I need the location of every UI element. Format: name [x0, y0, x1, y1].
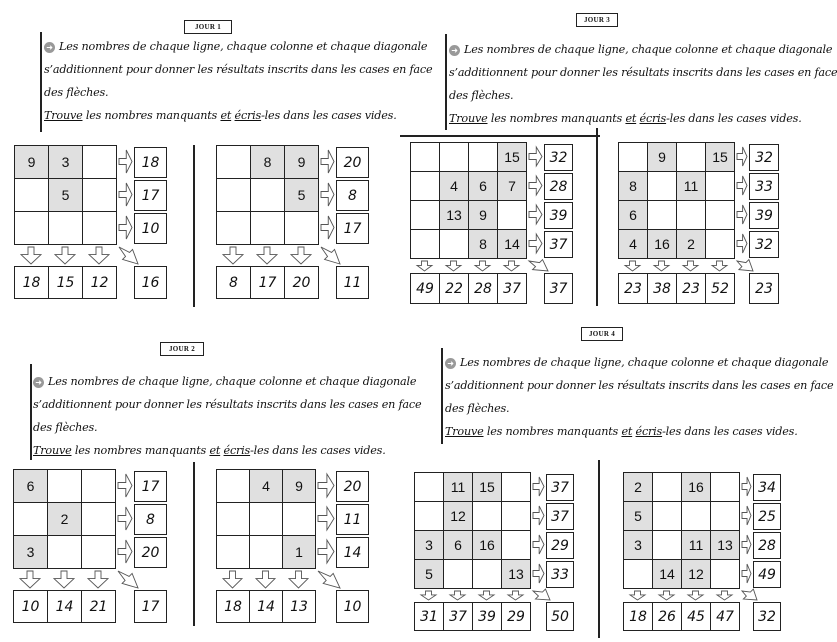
- column-sum-box: 29: [501, 602, 531, 631]
- grid-cell: 7: [497, 171, 527, 201]
- grid-cell: 13: [439, 200, 469, 230]
- column-arrow-icon: [445, 260, 462, 272]
- column-arrow-icon: [222, 246, 244, 265]
- arrow-bullet-icon: ➜: [449, 45, 460, 56]
- grid-cell: [284, 211, 319, 245]
- column-sum-box: 8: [216, 266, 251, 299]
- column-arrow-icon: [255, 570, 276, 589]
- grid-cell: [652, 530, 682, 560]
- instruction-word: les nombres manquants: [82, 109, 221, 122]
- grid-cell: 15: [705, 142, 735, 172]
- column-arrow-icon: [449, 590, 466, 601]
- column-arrow-icon: [88, 246, 110, 265]
- instruction-line: s’additionnent pour donner les résultats inscrits dans les cases en face: [445, 379, 834, 392]
- grid-cell: [623, 559, 653, 589]
- column-sum-box: 37: [497, 273, 527, 304]
- grid-cell: [414, 472, 444, 502]
- instruction-line: Les nombres de chaque ligne, chaque colonne et chaque diagonale: [59, 40, 428, 53]
- grid-cell: [443, 559, 473, 589]
- diagonal-sum-box: 50: [546, 602, 574, 631]
- separator-rule: [400, 135, 600, 137]
- grid-cell: 5: [414, 559, 444, 589]
- grid-cell: [47, 535, 82, 569]
- grid-cell: 14: [652, 559, 682, 589]
- instruction-line: Les nombres de chaque ligne, chaque colonne et chaque diagonale: [48, 375, 417, 388]
- grid-divider: [596, 128, 598, 306]
- row-sum-box: 37: [546, 503, 574, 530]
- column-arrow-icon: [624, 260, 641, 272]
- grid-divider: [193, 462, 195, 626]
- row-arrow-icon: [117, 506, 133, 531]
- row-sum-box: 49: [753, 561, 781, 588]
- grid-cell: 9: [14, 145, 49, 179]
- instruction-line: des flèches.: [449, 89, 514, 102]
- row-sum-box: 17: [134, 180, 167, 211]
- row-arrow-icon: [117, 473, 133, 498]
- column-arrow-icon: [687, 590, 704, 601]
- diagonal-sum-box: 32: [753, 602, 781, 631]
- grid-cell: [250, 178, 285, 212]
- row-arrow-icon: [736, 204, 748, 225]
- row-sum-box: 33: [546, 561, 574, 588]
- column-sum-box: 14: [47, 590, 82, 623]
- column-sum-box: 37: [443, 602, 473, 631]
- column-arrow-icon: [711, 260, 728, 272]
- row-arrow-icon: [320, 182, 335, 207]
- row-arrow-icon: [117, 539, 133, 564]
- row-arrow-icon: [532, 534, 545, 555]
- row-sum-box: 20: [336, 147, 369, 178]
- grid-cell: [647, 171, 677, 201]
- grid-cell: 9: [468, 200, 498, 230]
- row-sum-box: 39: [544, 202, 573, 229]
- instruction-word: Trouve: [445, 425, 484, 438]
- column-sum-box: 14: [249, 590, 283, 623]
- grid-cell: 15: [497, 142, 527, 172]
- arrow-bullet-icon: ➜: [33, 377, 44, 388]
- grid-cell: 6: [618, 200, 648, 230]
- grid-cell: [497, 200, 527, 230]
- grid-cell: 16: [472, 530, 502, 560]
- column-arrow-icon: [478, 590, 495, 601]
- grid-cell: 9: [282, 469, 316, 503]
- grid-cell: [705, 171, 735, 201]
- grid-cell: 4: [618, 229, 648, 259]
- grid-cell: 9: [284, 145, 319, 179]
- grid-cell: [439, 142, 469, 172]
- grid-cell: 11: [681, 530, 711, 560]
- row-arrow-icon: [736, 146, 748, 167]
- grid-cell: 8: [250, 145, 285, 179]
- column-sum-box: 23: [618, 273, 648, 304]
- grid-cell: 12: [443, 501, 473, 531]
- grid-cell: [618, 142, 648, 172]
- row-sum-box: 10: [134, 213, 167, 244]
- row-sum-box: 8: [336, 180, 369, 211]
- grid-cell: [216, 211, 251, 245]
- row-sum-box: 17: [134, 471, 167, 502]
- margin-rule: [441, 348, 443, 444]
- row-arrow-icon: [118, 149, 133, 174]
- row-sum-box: 14: [336, 537, 369, 568]
- grid-cell: 11: [676, 171, 706, 201]
- instruction-word: -les dans les cases vides.: [666, 112, 802, 125]
- grid-cell: [82, 178, 117, 212]
- column-sum-box: 21: [81, 590, 116, 623]
- instruction-word: et: [621, 425, 633, 438]
- grid-cell: [48, 211, 83, 245]
- instruction-word: -les dans les cases vides.: [662, 425, 798, 438]
- grid-cell: [13, 502, 48, 536]
- grid-cell: 2: [47, 502, 82, 536]
- row-arrow-icon: [118, 215, 133, 240]
- instruction-line: Les nombres de chaque ligne, chaque colonne et chaque diagonale: [464, 43, 833, 56]
- grid-cell: 3: [48, 145, 83, 179]
- column-sum-box: 17: [250, 266, 285, 299]
- column-sum-box: 49: [410, 273, 440, 304]
- row-arrow-icon: [320, 149, 335, 174]
- diagonal-arrow-icon: [117, 570, 139, 589]
- row-sum-box: 34: [753, 474, 781, 501]
- row-sum-box: 20: [336, 471, 369, 502]
- grid-cell: [216, 535, 250, 569]
- column-sum-box: 10: [13, 590, 48, 623]
- grid-cell: [81, 469, 116, 503]
- grid-cell: [216, 178, 251, 212]
- column-sum-box: 39: [472, 602, 502, 631]
- grid-cell: 15: [472, 472, 502, 502]
- grid-cell: 6: [443, 530, 473, 560]
- grid-cell: [710, 501, 740, 531]
- day-label-2: JOUR 2: [160, 342, 204, 356]
- diagonal-arrow-icon: [532, 590, 551, 601]
- grid-cell: [410, 200, 440, 230]
- grid-cell: [705, 200, 735, 230]
- grid-cell: [501, 472, 531, 502]
- row-sum-box: 8: [134, 504, 167, 535]
- grid-cell: [501, 501, 531, 531]
- diagonal-sum-box: 37: [544, 273, 573, 304]
- row-sum-box: 32: [749, 231, 779, 258]
- row-arrow-icon: [532, 505, 545, 526]
- instruction-word: écris: [639, 112, 667, 125]
- day-label-3: JOUR 3: [576, 13, 618, 27]
- column-sum-box: 45: [681, 602, 711, 631]
- instruction-word: les nombres manquants: [71, 444, 210, 457]
- column-sum-box: 12: [82, 266, 117, 299]
- day-label-1: JOUR 1: [184, 20, 232, 34]
- column-arrow-icon: [420, 590, 437, 601]
- instructions-day-4: [445, 351, 833, 443]
- column-arrow-icon: [20, 246, 42, 265]
- grid-cell: [472, 559, 502, 589]
- column-arrow-icon: [474, 260, 491, 272]
- grid-cell: [652, 501, 682, 531]
- diagonal-sum-box: 10: [336, 590, 369, 623]
- grid-cell: 5: [284, 178, 319, 212]
- column-arrow-icon: [658, 590, 675, 601]
- row-arrow-icon: [741, 534, 752, 555]
- grid-cell: [468, 142, 498, 172]
- grid-cell: 14: [497, 229, 527, 259]
- diagonal-sum-box: 23: [749, 273, 779, 304]
- instruction-line: des flèches.: [33, 421, 98, 434]
- grid-cell: 12: [681, 559, 711, 589]
- grid-cell: 16: [681, 472, 711, 502]
- column-sum-box: 13: [282, 590, 316, 623]
- row-sum-box: 29: [546, 532, 574, 559]
- grid-cell: [216, 145, 251, 179]
- column-sum-box: 22: [439, 273, 469, 304]
- diagonal-sum-box: 17: [134, 590, 167, 623]
- grid-cell: [710, 472, 740, 502]
- column-sum-box: 18: [623, 602, 653, 631]
- grid-cell: [14, 211, 49, 245]
- column-sum-box: 15: [48, 266, 83, 299]
- grid-cell: [410, 142, 440, 172]
- column-arrow-icon: [507, 590, 524, 601]
- grid-cell: 4: [439, 171, 469, 201]
- column-arrow-icon: [54, 246, 76, 265]
- grid-cell: [216, 469, 250, 503]
- grid-cell: [81, 535, 116, 569]
- row-sum-box: 39: [749, 202, 779, 229]
- grid-cell: 3: [623, 530, 653, 560]
- column-arrow-icon: [19, 570, 41, 589]
- diagonal-arrow-icon: [118, 246, 139, 265]
- row-arrow-icon: [528, 233, 543, 254]
- column-arrow-icon: [288, 570, 309, 589]
- grid-cell: [47, 469, 82, 503]
- grid-cell: 13: [710, 530, 740, 560]
- grid-cell: [410, 229, 440, 259]
- instruction-word: écris: [223, 444, 251, 457]
- instruction-line: des flèches.: [445, 402, 510, 415]
- grid-cell: [501, 530, 531, 560]
- grid-cell: [81, 502, 116, 536]
- grid-cell: [82, 145, 117, 179]
- diagonal-arrow-icon: [317, 570, 341, 589]
- row-arrow-icon: [741, 563, 752, 584]
- row-sum-box: 37: [544, 231, 573, 258]
- grid-cell: 4: [249, 469, 283, 503]
- instruction-word: et: [209, 444, 221, 457]
- grid-cell: 2: [676, 229, 706, 259]
- instructions-day-3: [449, 38, 837, 130]
- grid-cell: [14, 178, 49, 212]
- column-sum-box: 18: [216, 590, 250, 623]
- row-sum-box: 25: [753, 503, 781, 530]
- instruction-word: -les dans les cases vides.: [250, 444, 386, 457]
- grid-divider: [193, 145, 195, 307]
- arrow-bullet-icon: ➜: [445, 358, 456, 369]
- row-arrow-icon: [532, 476, 545, 497]
- grid-cell: 13: [501, 559, 531, 589]
- grid-cell: [647, 200, 677, 230]
- row-arrow-icon: [741, 505, 752, 526]
- row-sum-box: 32: [749, 144, 779, 171]
- grid-cell: 5: [48, 178, 83, 212]
- instruction-word: les nombres manquants: [483, 425, 622, 438]
- column-arrow-icon: [222, 570, 243, 589]
- grid-cell: [676, 200, 706, 230]
- grid-cell: 11: [443, 472, 473, 502]
- row-arrow-icon: [317, 539, 335, 564]
- grid-cell: [249, 502, 283, 536]
- grid-cell: [249, 535, 283, 569]
- column-arrow-icon: [629, 590, 646, 601]
- column-sum-box: 28: [468, 273, 498, 304]
- row-arrow-icon: [528, 175, 543, 196]
- column-sum-box: 47: [710, 602, 740, 631]
- column-sum-box: 18: [14, 266, 49, 299]
- column-sum-box: 38: [647, 273, 677, 304]
- instruction-line: Les nombres de chaque ligne, chaque colonne et chaque diagonale: [460, 356, 829, 369]
- instructions-day-1: [44, 35, 432, 127]
- row-arrow-icon: [320, 215, 335, 240]
- grid-cell: 9: [647, 142, 677, 172]
- grid-cell: 6: [13, 469, 48, 503]
- diagonal-arrow-icon: [320, 246, 341, 265]
- row-sum-box: 33: [749, 173, 779, 200]
- row-sum-box: 28: [753, 532, 781, 559]
- column-sum-box: 26: [652, 602, 682, 631]
- row-arrow-icon: [736, 233, 748, 254]
- instruction-word: et: [625, 112, 637, 125]
- grid-cell: [676, 142, 706, 172]
- grid-cell: [705, 229, 735, 259]
- grid-cell: 3: [13, 535, 48, 569]
- row-arrow-icon: [532, 563, 545, 584]
- instruction-line: des flèches.: [44, 86, 109, 99]
- grid-divider: [598, 460, 600, 638]
- day-label-4: JOUR 4: [581, 327, 623, 341]
- grid-cell: 2: [623, 472, 653, 502]
- grid-cell: 5: [623, 501, 653, 531]
- grid-cell: [216, 502, 250, 536]
- row-sum-box: 20: [134, 537, 167, 568]
- row-arrow-icon: [741, 476, 752, 497]
- instruction-word: -les dans les cases vides.: [261, 109, 397, 122]
- diagonal-arrow-icon: [736, 260, 754, 272]
- grid-cell: 8: [618, 171, 648, 201]
- row-sum-box: 28: [544, 173, 573, 200]
- grid-cell: 8: [468, 229, 498, 259]
- diagonal-arrow-icon: [741, 590, 758, 601]
- grid-cell: [82, 211, 117, 245]
- column-arrow-icon: [87, 570, 109, 589]
- column-arrow-icon: [290, 246, 312, 265]
- column-arrow-icon: [682, 260, 699, 272]
- instructions-day-2: [33, 370, 421, 462]
- instruction-word: les nombres manquants: [487, 112, 626, 125]
- column-arrow-icon: [503, 260, 520, 272]
- grid-cell: 6: [468, 171, 498, 201]
- column-arrow-icon: [256, 246, 278, 265]
- column-sum-box: 23: [676, 273, 706, 304]
- column-sum-box: 31: [414, 602, 444, 631]
- grid-cell: 16: [647, 229, 677, 259]
- instruction-word: écris: [234, 109, 262, 122]
- grid-cell: 3: [414, 530, 444, 560]
- grid-cell: [282, 502, 316, 536]
- row-arrow-icon: [317, 473, 335, 498]
- instruction-word: écris: [635, 425, 663, 438]
- row-arrow-icon: [317, 506, 335, 531]
- arrow-bullet-icon: ➜: [44, 42, 55, 53]
- grid-cell: [681, 501, 711, 531]
- row-sum-box: 18: [134, 147, 167, 178]
- column-sum-box: 52: [705, 273, 735, 304]
- grid-cell: [250, 211, 285, 245]
- column-sum-box: 20: [284, 266, 319, 299]
- row-sum-box: 32: [544, 144, 573, 171]
- diagonal-sum-box: 11: [336, 266, 369, 299]
- column-arrow-icon: [716, 590, 733, 601]
- grid-cell: [410, 171, 440, 201]
- grid-cell: [439, 229, 469, 259]
- instruction-word: Trouve: [44, 109, 83, 122]
- row-arrow-icon: [528, 204, 543, 225]
- instruction-word: Trouve: [449, 112, 488, 125]
- column-arrow-icon: [653, 260, 670, 272]
- column-arrow-icon: [416, 260, 433, 272]
- instruction-word: Trouve: [33, 444, 72, 457]
- row-arrow-icon: [528, 146, 543, 167]
- margin-rule: [30, 364, 32, 460]
- column-arrow-icon: [53, 570, 75, 589]
- diagonal-sum-box: 16: [134, 266, 167, 299]
- instruction-line: s’additionnent pour donner les résultats inscrits dans les cases en face: [44, 63, 433, 76]
- grid-cell: [710, 559, 740, 589]
- grid-cell: [652, 472, 682, 502]
- instruction-line: s’additionnent pour donner les résultats inscrits dans les cases en face: [449, 66, 837, 79]
- margin-rule: [445, 34, 447, 130]
- grid-cell: [414, 501, 444, 531]
- row-arrow-icon: [118, 182, 133, 207]
- grid-cell: 1: [282, 535, 316, 569]
- diagonal-arrow-icon: [528, 260, 549, 272]
- margin-rule: [40, 32, 42, 132]
- row-sum-box: 11: [336, 504, 369, 535]
- grid-cell: [472, 501, 502, 531]
- row-arrow-icon: [736, 175, 748, 196]
- row-sum-box: 17: [336, 213, 369, 244]
- instruction-line: s’additionnent pour donner les résultats inscrits dans les cases en face: [33, 398, 422, 411]
- instruction-word: et: [220, 109, 232, 122]
- row-sum-box: 37: [546, 474, 574, 501]
